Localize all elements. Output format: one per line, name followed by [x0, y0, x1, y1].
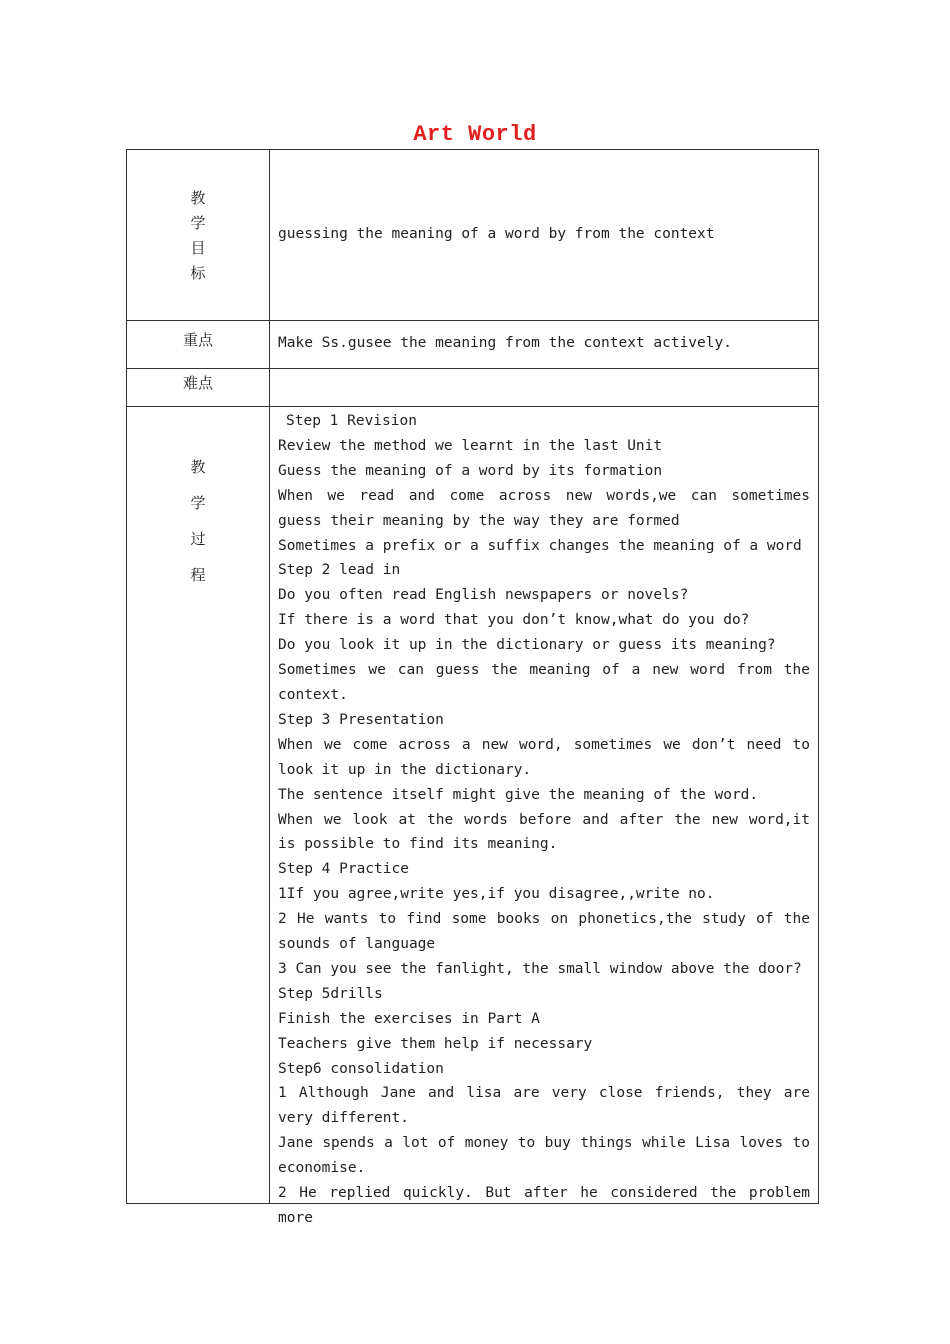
- process-line: Step 1 Revision: [286, 413, 417, 429]
- process-line: 3 Can you see the fanlight, the small window above the door?: [278, 960, 802, 977]
- process-line: Step 3 Presentation: [278, 711, 444, 728]
- process-text-block: [270, 407, 818, 1226]
- process-line: Do you look it up in the dictionary or guess its meaning?: [278, 637, 776, 654]
- process-line: Step 2 lead in: [278, 562, 401, 579]
- process-line: 1If you agree,write yes,if you disagree,,write no.: [278, 886, 715, 903]
- objectives-label-char: 目: [190, 239, 206, 257]
- process-content-cell: [270, 407, 819, 1226]
- key-points-row: [127, 321, 819, 369]
- objectives-row: [127, 150, 819, 321]
- process-line: Step 5drills: [278, 985, 383, 1002]
- process-line: 2 He wants to find some books on phonetics,the study of the sounds of language: [278, 911, 810, 953]
- process-line: 1 Although Jane and lisa are very close friends, they are very different.: [278, 1085, 810, 1127]
- difficulties-row: [127, 369, 819, 407]
- process-row: [127, 407, 819, 1204]
- lesson-plan-table: [126, 149, 819, 1226]
- process-line: Do you often read English newspapers or novels?: [278, 587, 689, 604]
- objectives-label-char: 学: [190, 214, 206, 232]
- process-label-char: 学: [190, 494, 206, 512]
- process-line: Sometimes we can guess the meaning of a new word from the context.: [278, 662, 810, 703]
- process-line: When we read and come across new words,we can sometimes guess their meaning by the way they are formed: [278, 487, 810, 529]
- process-line: When we look at the words before and after the new word,it is possible to find its meaning.: [278, 811, 810, 853]
- process-line: Sometimes a prefix or a suffix changes the meaning of a word: [278, 537, 802, 554]
- process-line: Teachers give them help if necessary: [278, 1035, 593, 1052]
- process-line: Review the method we learnt in the last Unit: [278, 437, 663, 454]
- difficulties-label: 难点: [182, 374, 213, 392]
- objectives-label-char: 教: [190, 189, 206, 207]
- process-line: When we come across a new word, sometimes we don’t need to look it up in the dictionary.: [278, 736, 810, 778]
- process-label-cell: [127, 407, 270, 1204]
- objectives-label-cell: [127, 150, 270, 321]
- process-line: Jane spends a lot of money to buy things while Lisa loves to economise.: [278, 1135, 810, 1177]
- process-line: Guess the meaning of a word by its formation: [278, 462, 663, 479]
- process-label-char: 过: [190, 530, 206, 548]
- process-label-char: 程: [190, 566, 206, 584]
- process-line: If there is a word that you don’t know,what do you do?: [278, 612, 750, 629]
- difficulties-label-cell: [127, 369, 270, 407]
- key-points-content-cell: [270, 321, 819, 369]
- process-line: Finish the exercises in Part A: [278, 1010, 540, 1027]
- process-label-char: 教: [190, 458, 206, 476]
- key-points-label: 重点: [182, 331, 213, 349]
- process-line: Step6 consolidation: [278, 1060, 444, 1077]
- key-points-text: Make Ss.gusee the meaning from the context actively.: [278, 335, 732, 351]
- process-line: Step 4 Practice: [278, 861, 409, 878]
- key-points-label-cell: [127, 321, 270, 369]
- process-line: 2 He replied quickly. But after he considered the problem more: [278, 1185, 810, 1226]
- objectives-label-char: 标: [190, 264, 206, 282]
- process-line: The sentence itself might give the meaning of the word.: [278, 786, 759, 803]
- objectives-content-cell: [270, 150, 819, 321]
- difficulties-content-cell: [270, 369, 819, 407]
- objectives-text: guessing the meaning of a word by from the context: [278, 226, 715, 242]
- document-title: Art World: [413, 122, 537, 147]
